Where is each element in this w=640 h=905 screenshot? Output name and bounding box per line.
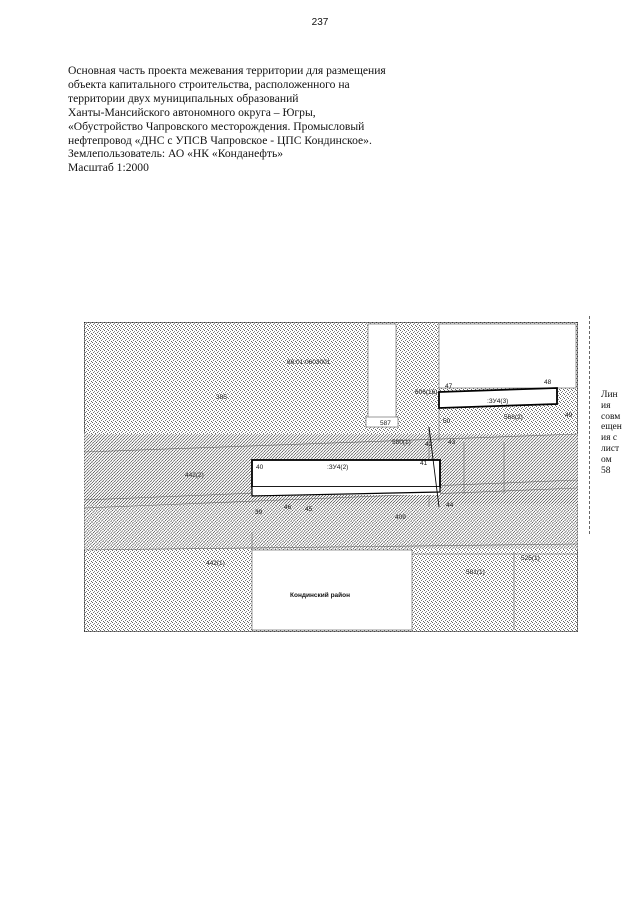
parcel-label: 409 [395,514,406,521]
side-note-line: ия с [601,433,618,444]
white-parcel [439,324,576,388]
sheet-junction-line [589,316,590,534]
parcel-label: 568(2) [504,414,523,421]
point-label: 48 [544,379,552,386]
white-parcel [252,550,412,630]
header-line: Основная часть проекта межевания территории для размещения [68,64,386,77]
plot-label: :ЗУ4(2) [327,464,349,471]
point-label: 42 [425,441,433,448]
point-label: 39 [255,509,263,516]
parcel-label: 581(1) [466,569,485,576]
point-label: 46 [284,504,292,511]
point-label: 41 [420,460,428,467]
point-label: 43 [448,439,456,446]
document-header [68,64,448,175]
header-line: объекта капитального строительства, расположенного на [68,77,350,91]
cadastral-map [84,322,578,632]
parcel-label: 525(1) [521,555,540,562]
plot-label: :ЗУ4(3) [487,398,509,405]
header-line: Масштаб 1:2000 [68,161,149,175]
district-label: Кондинский район [290,592,351,599]
side-note-line: ия [601,400,611,411]
point-label: 40 [256,464,264,471]
point-label: 49 [565,412,573,419]
header-line: нефтепровод «ДНС с УПСВ Чапровское - ЦПС Кондинское». [68,133,372,147]
parcel-label: 606(16) [415,389,438,396]
page-number: 237 [311,17,329,28]
parcel-label: 86:01:0603001 [287,359,331,366]
side-note-line: 58 [601,465,611,476]
side-note-line: ещен [601,422,622,433]
parcel-label: 580(1) [392,439,411,446]
header-line: «Обустройство Чапровского месторождения. Промысловый [68,119,365,133]
white-parcel [368,324,396,418]
header-line: Землепользователь: АО «НК «Конданефть» [68,147,284,161]
sheet-junction-note [601,390,635,476]
side-note-line: ом [601,454,612,465]
parcel-label: 442(2) [185,472,204,479]
parcel-label: 587 [380,420,391,427]
side-note-line: совм [601,411,621,422]
side-note-line: Лин [601,390,618,400]
header-line: территории двух муниципальных образований [68,91,299,105]
side-note-line: лист [601,443,620,454]
point-label: 45 [305,506,313,513]
parcel-label: 442(1) [206,560,225,567]
corridor-band [84,494,578,549]
header-line: Ханты-Мансийского автономного округа – Югры, [68,105,316,119]
point-label: 50 [443,418,451,425]
point-label: 47 [445,383,453,390]
point-label: 44 [446,502,454,509]
parcel-label: 385 [216,394,227,401]
